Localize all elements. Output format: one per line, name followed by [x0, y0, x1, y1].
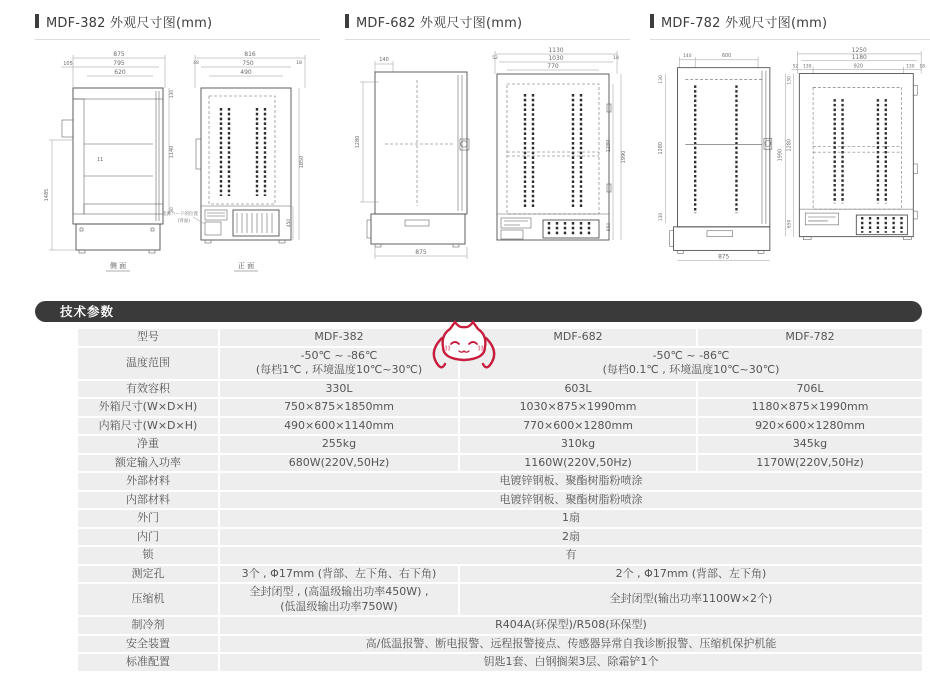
table-row-outer-size: [78, 399, 922, 416]
cell: MDF-682: [458, 329, 696, 346]
dim-label: 130: [802, 64, 812, 70]
cell: 750×875×1850mm: [218, 399, 458, 416]
dim-label: 18: [296, 61, 302, 66]
cell: 高/低温报警、断电报警、远程报警接点、传感器异常自我诊断报警、压缩机保护机能: [218, 636, 922, 653]
row-label: 外部材料: [78, 473, 218, 490]
dim-label: 1250: [851, 47, 867, 54]
cell: 1扇: [218, 510, 922, 527]
row-label: 有效容积: [78, 381, 218, 398]
dim-label: 1990: [777, 148, 784, 162]
row-label: 标准配置: [78, 654, 218, 671]
cell: 1180×875×1990mm: [696, 399, 922, 416]
row-label: 外箱尺寸(W×D×H): [78, 399, 218, 416]
cell-line: (每档1℃ , 环境温度10℃~30℃): [255, 363, 423, 377]
table-row-ext-material: [78, 473, 922, 490]
title-underline: [345, 39, 630, 40]
dim-label: 620: [114, 69, 126, 76]
cell-line: (低温级输出功率750W): [280, 599, 398, 613]
dim-label: 1140: [169, 145, 175, 159]
section-title: [650, 12, 930, 30]
table-row-safety: [78, 636, 922, 653]
row-label: 锁: [78, 547, 218, 564]
dim-label: 1180: [851, 54, 867, 61]
dim-label: 1485: [44, 188, 50, 202]
note-text: 电源コード的位置: [162, 212, 198, 217]
section-mdf-382: [35, 12, 320, 278]
table-row-int-material: [78, 492, 922, 509]
dim-label: 650: [607, 222, 612, 232]
row-label: 制冷剂: [78, 617, 218, 634]
cell-line: 全封闭型 , (高温级输出功率450W) ,: [249, 585, 429, 599]
cell: 345kg: [696, 436, 922, 453]
title-underline: [35, 39, 320, 40]
dim-label: 130: [658, 212, 664, 222]
dim-label: 140: [683, 53, 692, 59]
section-title: [345, 12, 630, 30]
dim-label: 1280: [657, 141, 664, 155]
cell: [458, 348, 922, 379]
dim-label: 11: [97, 157, 104, 163]
note-text: (背面): [177, 219, 190, 224]
dim-label: 140: [379, 57, 389, 63]
table-row-standard: [78, 654, 922, 671]
view-caption: 侧 面: [109, 262, 127, 270]
title-marker-icon: [35, 14, 39, 28]
title-marker-icon: [650, 14, 654, 28]
cell: 490×600×1140mm: [218, 418, 458, 435]
cell-line: -50℃ ~ -86℃: [300, 348, 378, 362]
dim-label: 1990: [621, 150, 627, 164]
dim-label: 875: [718, 254, 730, 261]
dim-label: 450: [287, 218, 292, 228]
mdf-682-dimension-diagram: [345, 44, 630, 278]
cell: 310kg: [458, 436, 696, 453]
cell: 1160W(220V,50Hz): [458, 455, 696, 472]
row-label: 内部材料: [78, 492, 218, 509]
spec-table: [78, 327, 922, 673]
row-label: 温度范围: [78, 348, 218, 379]
cat-doodle-stamp: [432, 320, 496, 376]
dim-label: 130: [658, 75, 664, 84]
section-title-text: MDF-682 外观尺寸图(mm): [356, 15, 523, 31]
cell: [218, 584, 458, 615]
view-caption: 正 面: [237, 262, 255, 270]
row-label: 安全装置: [78, 636, 218, 653]
mdf-782-dimension-diagram: [650, 44, 930, 278]
table-row-temp-range: [78, 348, 922, 379]
dim-label: 1130: [548, 47, 564, 54]
cell: MDF-382: [218, 329, 458, 346]
cell: 3个 , Φ17mm (背部、左下角、右下角): [218, 566, 458, 583]
cell: 1170W(220V,50Hz): [696, 455, 922, 472]
dim-label: 1280: [606, 139, 612, 153]
cell: 2扇: [218, 529, 922, 546]
row-label: 内箱尺寸(W×D×H): [78, 418, 218, 435]
dim-label: 795: [113, 60, 125, 67]
table-row-port: [78, 566, 922, 583]
table-row-outer-door: [78, 510, 922, 527]
cell: 603L: [458, 381, 696, 398]
dim-label: 875: [415, 249, 427, 256]
tech-params-header: 技术参数: [35, 301, 922, 322]
row-label: 内门: [78, 529, 218, 546]
table-row-lock: [78, 547, 922, 564]
row-label: 压缩机: [78, 584, 218, 615]
dim-label: 920: [853, 63, 863, 70]
table-row-compressor: [78, 584, 922, 615]
row-label: 外门: [78, 510, 218, 527]
dim-label: 105: [63, 61, 73, 67]
dim-label: 816: [244, 51, 256, 58]
dim-label: 600: [721, 52, 732, 59]
dim-label: 18: [613, 56, 619, 61]
dim-label: 1280: [786, 139, 793, 152]
dim-label: 18: [919, 64, 925, 70]
table-row-model: [78, 329, 922, 346]
dim-label: 490: [240, 69, 252, 76]
dim-label: 52: [792, 64, 799, 70]
section-mdf-682: [345, 12, 630, 278]
cell: 电镀锌钢板、聚酯树脂粉喷涂: [218, 492, 922, 509]
cell: 770×600×1280mm: [458, 418, 696, 435]
table-row-refrigerant: [78, 617, 922, 634]
dim-label: 130: [906, 64, 915, 70]
cell: [218, 348, 458, 379]
section-title: [35, 12, 320, 30]
dim-label: 30: [170, 207, 175, 213]
dim-label: 52: [492, 56, 498, 61]
cell: 920×600×1280mm: [696, 418, 922, 435]
row-label: 型号: [78, 329, 218, 346]
row-label: 额定输入功率: [78, 455, 218, 472]
dim-label: 1280: [355, 135, 361, 149]
cell: 1030×875×1990mm: [458, 399, 696, 416]
cell: 330L: [218, 381, 458, 398]
table-row-inner-door: [78, 529, 922, 546]
cell: 钥匙1套、白钢搁架3层、除霜铲1个: [218, 654, 922, 671]
row-label: 测定孔: [78, 566, 218, 583]
cell: 电镀锌钢板、聚酯树脂粉喷涂: [218, 473, 922, 490]
dim-label: 1850: [299, 155, 305, 169]
cell: R404A(环保型)/R508(环保型): [218, 617, 922, 634]
cell: 有: [218, 547, 922, 564]
cell: 680W(220V,50Hz): [218, 455, 458, 472]
dim-label: 130: [787, 76, 793, 85]
dim-label: 650: [787, 219, 793, 229]
cell: 255kg: [218, 436, 458, 453]
dim-label: 770: [547, 63, 559, 70]
dim-label: 875: [113, 51, 125, 58]
row-label: 净重: [78, 436, 218, 453]
title-marker-icon: [345, 14, 349, 28]
table-row-weight: [78, 436, 922, 453]
table-row-power: [78, 455, 922, 472]
section-title-text: MDF-382 外观尺寸图(mm): [46, 15, 213, 31]
dim-label: 1030: [548, 55, 564, 62]
table-row-inner-size: [78, 418, 922, 435]
table-row-volume: [78, 381, 922, 398]
cell-line: -50℃ ~ -86℃: [652, 348, 730, 362]
section-title-text: MDF-782 外观尺寸图(mm): [661, 15, 828, 31]
dim-label: 130: [170, 89, 175, 99]
mdf-382-dimension-diagram: [35, 44, 320, 278]
dim-label: 750: [242, 60, 254, 67]
cell: MDF-782: [696, 329, 922, 346]
cell: 2个 , Φ17mm (背部、左下角): [458, 566, 922, 583]
section-mdf-782: [650, 12, 930, 278]
cell-line: (每档0.1℃ , 环境温度10℃~30℃): [602, 363, 780, 377]
cell: 706L: [696, 381, 922, 398]
dim-label: 48: [193, 61, 199, 66]
cell: 全封闭型(输出功率1100W×2个): [458, 584, 922, 615]
title-underline: [650, 39, 930, 40]
